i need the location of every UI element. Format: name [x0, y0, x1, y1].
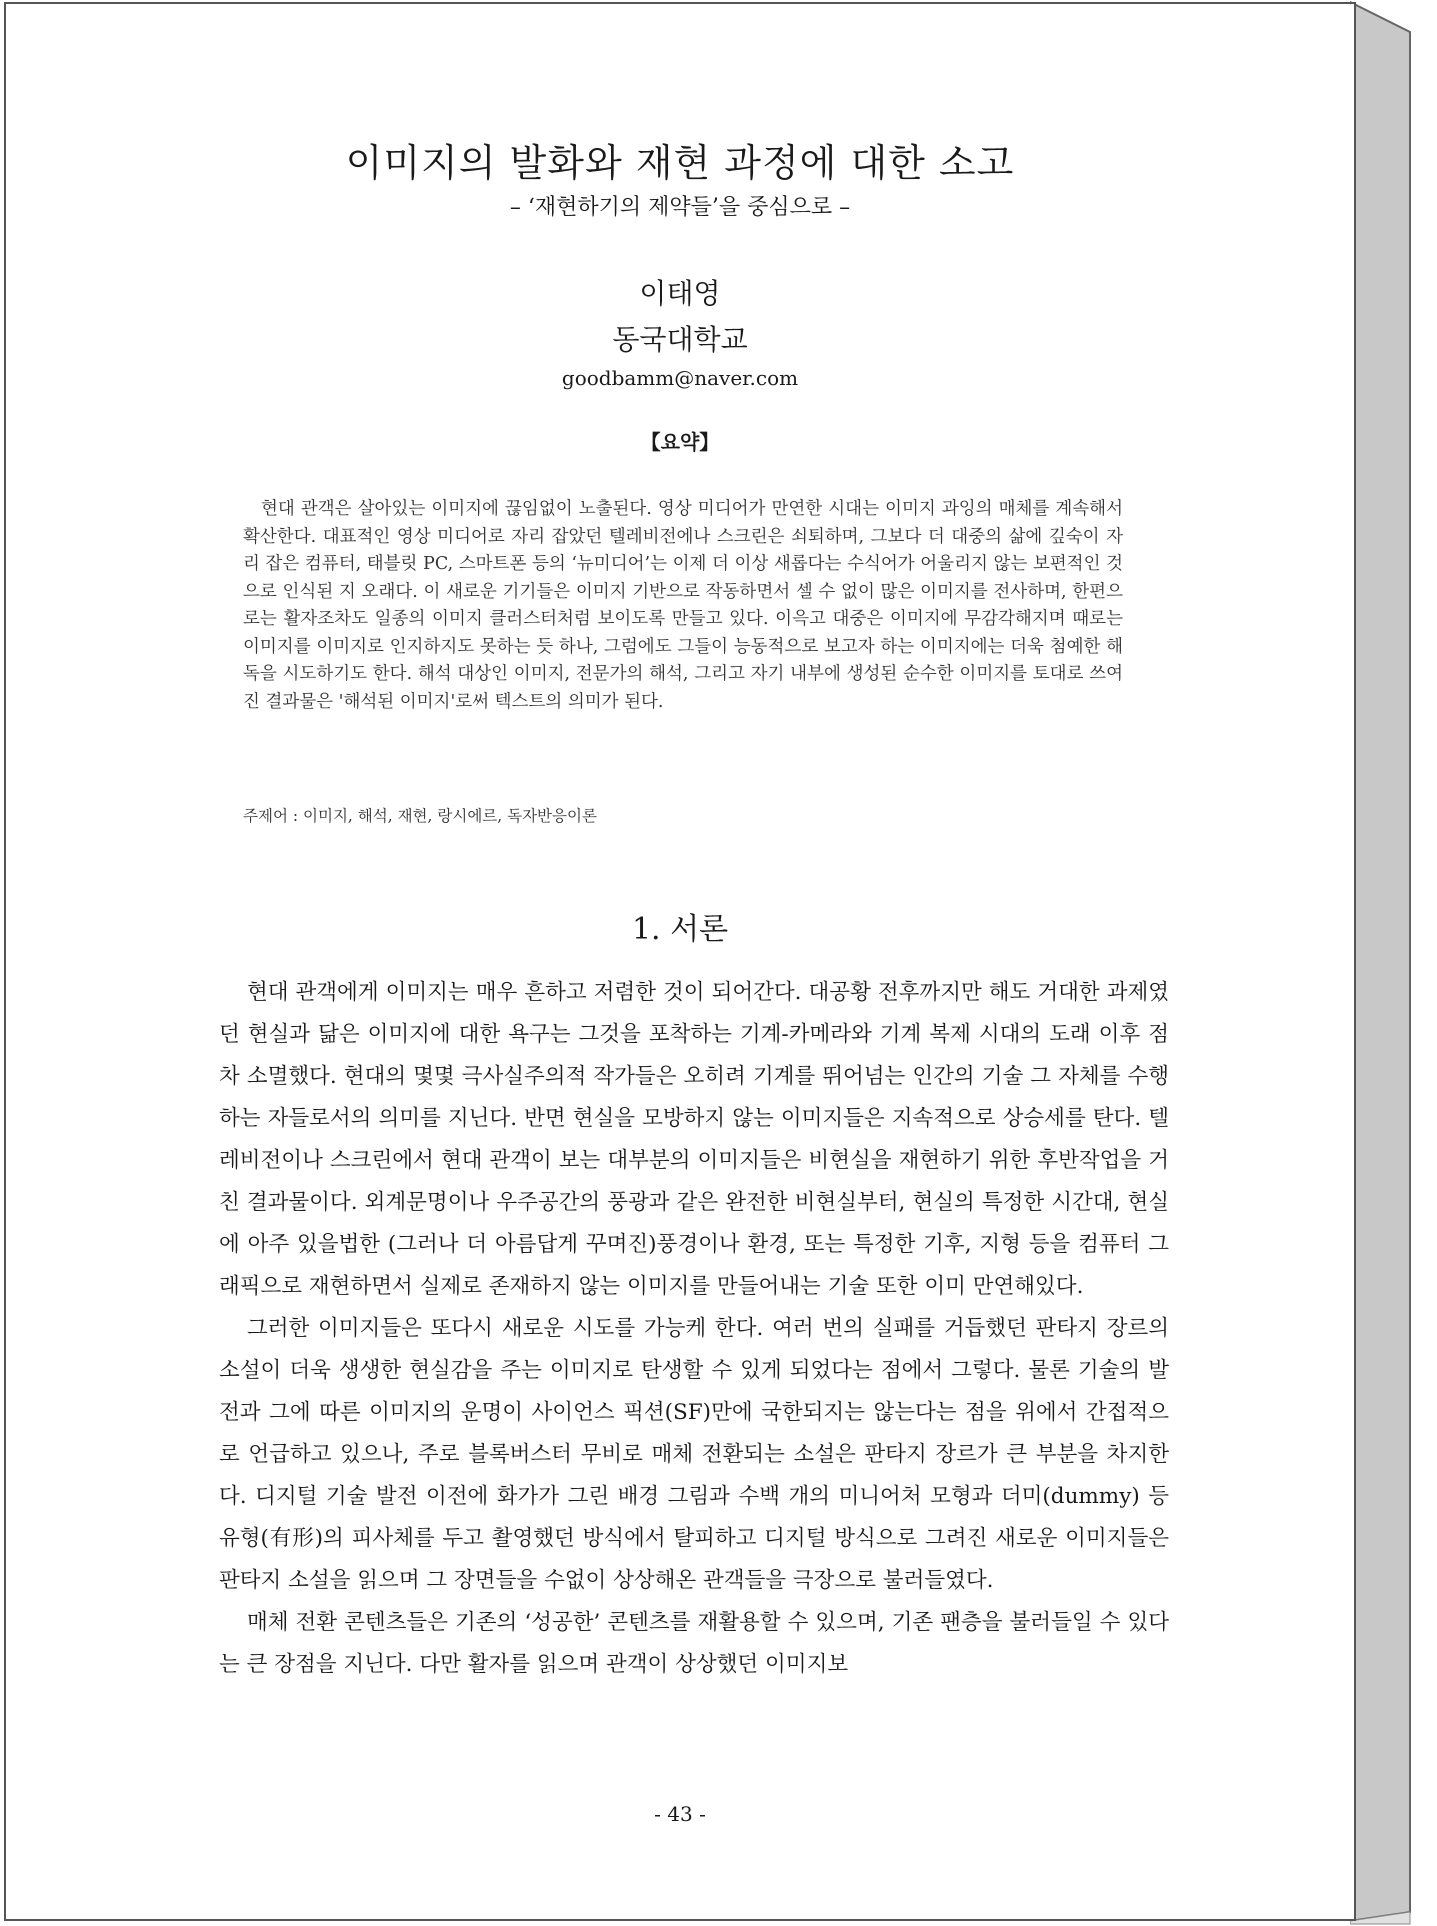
body-paragraph: 매체 전환 콘텐츠들은 기존의 ‘성공한’ 콘텐츠를 재활용할 수 있으며, 기존 팬층을 불러들일 수 있다는 큰 장점을 지닌다. 다만 활자를 읽으며 관객이 상상했던 이미지보	[219, 1610, 1169, 1677]
abstract-text: 현대 관객은 살아있는 이미지에 끊임없이 노출된다. 영상 미디어가 만연한 시대는 이미지 과잉의 매체를 계속해서 확산한다. 대표적인 영상 미디어로 자리 잡았던 텔레비전에나 스크린은 쇠퇴하며, 그보다 더 대중의 삶에 깊숙이 자리 잡은 컴퓨터, 태블릿 PC, 스마트폰 등의 ‘뉴미디어’는 이제 더 이상 새롭다는 수식어가 어울리지 않는 보편적인 것으로 인식된 지 오래다. 이 새로운 기기들은 이미지 기반으로 작동하면서 셀 수 없이 많은 이미지를 전사하며, 한편으로는 활자조차도 일종의 이미지 클러스터처럼 보이도록 만들고 있다. 이윽고 대중은 이미지에 무감각해지며 때로는 이미지를 이미지로 인지하지도 못하는 듯 하나, 그럼에도 그들이 능동적으로 보고자 하는 이미지에는 더욱 첨예한 해독을 시도하기도 한다. 해석 대상인 이미지, 전문가의 해석, 그리고 자기 내부에 생성된 순수한 이미지를 토대로 쓰여진 결과물은 '해석된 이미지'로써 텍스트의 의미가 된다.	[243, 499, 1123, 712]
page-thickness-edge	[1350, 0, 1437, 1926]
paper-page	[4, 2, 1356, 1921]
section-heading: 1. 서론	[631, 912, 729, 947]
author-email: goodbamm@naver.com	[561, 366, 799, 390]
author-name: 이태영	[639, 277, 721, 310]
body-paragraph: 그러한 이미지들은 또다시 새로운 시도를 가능케 한다. 여러 번의 실패를 거듭했던 판타지 장르의 소설이 더욱 생생한 현실감을 주는 이미지로 탄생할 수 있게 되었다는 점에서 그렇다. 물론 기술의 발전과 그에 따른 이미지의 운명이 사이언스 픽션(SF)만에 국한되지는 않는다는 점을 위에서 간접적으로 언급하고 있으나, 주로 블록버스터 무비로 매체 전환되는 소설은 판타지 장르가 큰 부분을 차지한다. 디지털 기술 발전 이전에 화가가 그린 배경 그림과 수백 개의 미니어처 모형과 더미(dummy) 등 유형(有形)의 피사체를 두고 촬영했던 방식에서 탈피하고 디지털 방식으로 그려진 새로운 이미지들은 판타지 소설을 읽으며 그 장면들을 수없이 상상해온 관객들을 극장으로 불러들였다.	[219, 1316, 1169, 1593]
abstract-heading: 【요약】	[640, 430, 720, 454]
abstract-block	[243, 496, 1123, 716]
keywords: 주제어 : 이미지, 해석, 재현, 랑시에르, 독자반응이론	[243, 807, 597, 825]
body-text	[219, 972, 1169, 1686]
paper-title: 이미지의 발화와 재현 과정에 대한 소고	[345, 141, 1015, 185]
page-content	[6, 4, 1354, 1919]
page-number: - 43 -	[654, 1802, 706, 1826]
paper-subtitle: – ‘재현하기의 제약들’을 중심으로 –	[509, 195, 851, 220]
body-paragraph: 현대 관객에게 이미지는 매우 흔하고 저렴한 것이 되어간다. 대공황 전후까지만 해도 거대한 과제였던 현실과 닮은 이미지에 대한 욕구는 그것을 포착하는 기계-카메라와 기계 복제 시대의 도래 이후 점차 소멸했다. 현대의 몇몇 극사실주의적 작가들은 오히려 기계를 뛰어넘는 인간의 기술 그 자체를 수행하는 자들로서의 의미를 지닌다. 반면 현실을 모방하지 않는 이미지들은 지속적으로 상승세를 탄다. 텔레비전이나 스크린에서 현대 관객이 보는 대부분의 이미지들은 비현실을 재현하기 위한 후반작업을 거친 결과물이다. 외계문명이나 우주공간의 풍광과 같은 완전한 비현실부터, 현실의 특정한 시간대, 현실에 아주 있을법한 (그러나 더 아름답게 꾸며진)풍경이나 환경, 또는 특정한 기후, 지형 등을 컴퓨터 그래픽으로 재현하면서 실제로 존재하지 않는 이미지를 만들어내는 기술 또한 이미 만연해있다.	[219, 980, 1169, 1299]
author-affiliation: 동국대학교	[612, 323, 748, 356]
